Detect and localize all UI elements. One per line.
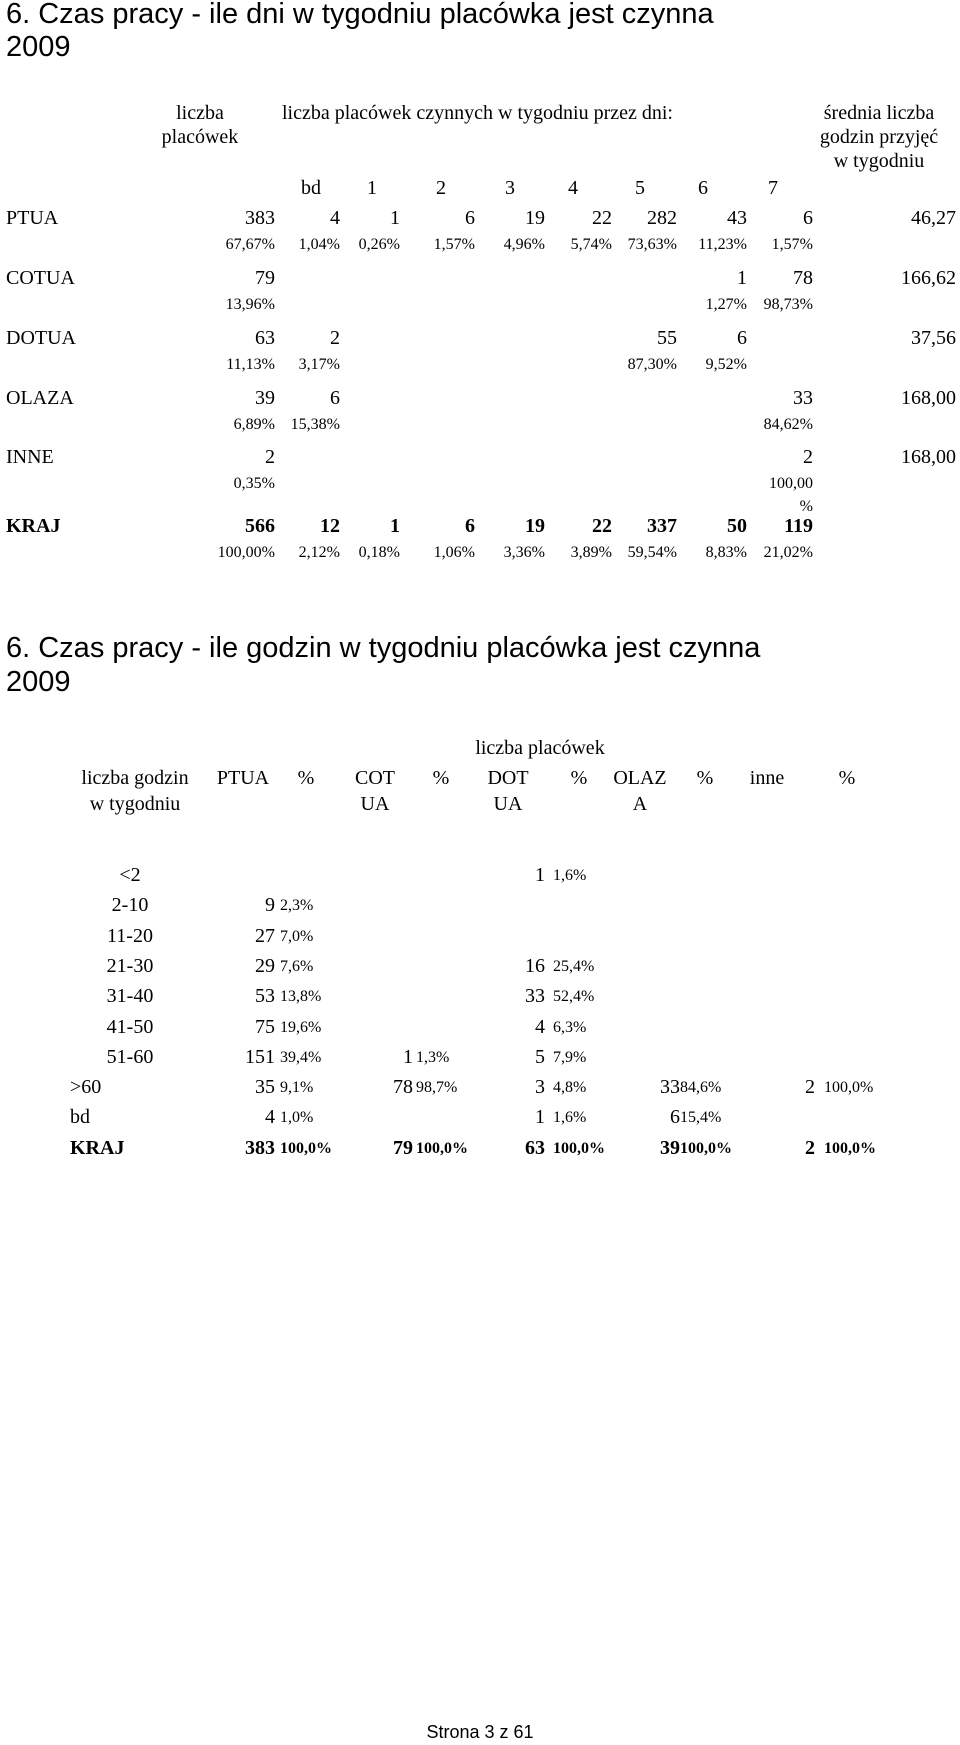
day-value: 6 [737,327,747,349]
avg-value: 46,27 [911,207,956,229]
row-label: <2 [119,864,141,886]
count-value: 2 [265,446,275,468]
day-percent: 3,89% [570,544,612,561]
day-value: 78 [793,267,813,289]
day-percent: 1,04% [298,236,340,253]
count-header: placówek [161,126,239,148]
percent-value: 1,0% [280,1109,314,1126]
day-percent: 1,57% [771,236,813,253]
day-percent: 87,30% [627,356,677,373]
count-value: 39 [255,387,275,409]
day-value: 282 [647,207,677,229]
percent-value: 4,8% [553,1079,587,1096]
avg-header: godzin przyjęć [819,126,939,148]
day-value: 1 [390,515,400,537]
day-column-header: bd [301,177,321,199]
avg-value: 37,56 [911,327,956,349]
column-header: COT [355,767,395,789]
percent-value: 84,6% [680,1079,722,1096]
day-percent: 59,54% [627,544,677,561]
day-percent: 1,27% [705,296,747,313]
hours-header: w tygodniu [89,793,181,815]
percent-value: 7,0% [280,928,314,945]
count-value: 3 [535,1076,545,1098]
day-percent: 3,17% [298,356,340,373]
day-column-header: 5 [635,177,645,199]
column-header: % [297,767,315,789]
percent-value: 2,3% [280,897,314,914]
count-value: 566 [245,515,275,537]
days-group-header: liczba placówek czynnych w tygodniu przez dni: [282,102,673,124]
day-percent: 4,96% [503,236,545,253]
count-value: 9 [265,894,275,916]
count-value: 79 [255,267,275,289]
day-percent: 21,02% [763,544,813,561]
row-label: bd [70,1106,90,1128]
day-percent: 1,57% [433,236,475,253]
count-value: 1 [535,1106,545,1128]
count-value: 78 [393,1076,413,1098]
day-percent: 73,63% [627,236,677,253]
count-value: 75 [255,1016,275,1038]
day-value: 2 [803,446,813,468]
day-value: 337 [647,515,677,537]
percent-value: 100,0% [416,1140,468,1157]
day-value: 33 [793,387,813,409]
day-column-header: 6 [698,177,708,199]
day-value: 6 [465,207,475,229]
count-value: 63 [525,1137,545,1159]
day-value: 1 [390,207,400,229]
day-value: 1 [737,267,747,289]
percent-value: 98,7% [416,1079,458,1096]
count-value: 33 [660,1076,680,1098]
section1-title: 6. Czas pracy - ile dni w tygodniu placówka jest czynna [6,0,714,30]
day-percent: 3,36% [503,544,545,561]
day-value: 22 [592,515,612,537]
day-value: 50 [727,515,747,537]
day-value: 12 [320,515,340,537]
row-label: 31-40 [106,985,154,1007]
day-value: 22 [592,207,612,229]
count-value: 4 [265,1106,275,1128]
count-percent: 100,00% [217,544,275,561]
count-value: 5 [535,1046,545,1068]
day-percent: 15,38% [290,416,340,433]
percent-value: 1,3% [416,1049,450,1066]
percent-value: 6,3% [553,1019,587,1036]
page-number: Strona 3 z 61 [426,1722,534,1742]
percent-value: 15,4% [680,1109,722,1126]
count-value: 79 [393,1137,413,1159]
row-label: PTUA [6,207,59,229]
day-percent: 2,12% [298,544,340,561]
day-value: 6 [330,387,340,409]
count-value: 2 [805,1137,815,1159]
row-label: KRAJ [6,515,61,537]
row-label: OLAZA [6,387,74,409]
day-column-header: 2 [436,177,446,199]
percent-value: 100,0% [553,1140,605,1157]
column-header: UA [493,793,523,815]
day-value: 6 [803,207,813,229]
column-header: DOT [487,767,529,789]
day-percent: 11,23% [698,236,747,253]
day-column-header: 7 [768,177,778,199]
day-percent: 5,74% [570,236,612,253]
count-value: 63 [255,327,275,349]
count-value: 383 [245,207,275,229]
day-percent: 0,18% [358,544,400,561]
percent-value: 25,4% [553,958,595,975]
percent-value: 7,6% [280,958,314,975]
percent-value: 100,0% [280,1140,332,1157]
column-header: A [632,793,648,815]
day-percent: 0,26% [358,236,400,253]
percent-value: 100,0% [824,1079,874,1096]
avg-value: 168,00 [901,387,956,409]
day-percent: 100,00 [769,475,813,492]
avg-header: w tygodniu [833,150,925,172]
day-value: 2 [330,327,340,349]
count-value: 383 [245,1137,275,1159]
day-value: 119 [784,515,813,537]
day-percent: % [799,498,813,515]
avg-header: średnia liczba [823,102,935,124]
day-column-header: 4 [568,177,578,199]
row-label: >60 [70,1076,102,1098]
count-percent: 0,35% [233,475,275,492]
row-label: 41-50 [106,1016,154,1038]
day-value: 19 [525,207,545,229]
day-value: 55 [657,327,677,349]
day-value: 43 [727,207,747,229]
section2-title: 6. Czas pracy - ile godzin w tygodniu placówka jest czynna [6,632,761,664]
day-percent: 9,52% [705,356,747,373]
row-label: COTUA [6,267,75,289]
group-header: liczba placówek [475,737,605,759]
row-label: 2-10 [111,894,149,916]
percent-value: 1,6% [553,867,587,884]
count-value: 6 [670,1106,680,1128]
column-header: inne [749,767,785,789]
percent-value: 19,6% [280,1019,322,1036]
percent-value: 13,8% [280,988,322,1005]
percent-value: 39,4% [280,1049,322,1066]
count-value: 33 [525,985,545,1007]
row-label: 11-20 [107,925,153,947]
day-value: 6 [465,515,475,537]
percent-value: 100,0% [824,1140,876,1157]
count-percent: 6,89% [233,416,275,433]
count-value: 4 [535,1016,545,1038]
row-label: KRAJ [70,1137,125,1159]
day-percent: 8,83% [705,544,747,561]
column-header: PTUA [216,767,270,789]
day-percent: 98,73% [763,296,813,313]
count-header: liczba [176,102,224,124]
column-header: % [838,767,856,789]
section1-year: 2009 [6,31,71,63]
percent-value: 9,1% [280,1079,314,1096]
percent-value: 100,0% [680,1140,732,1157]
avg-value: 168,00 [901,446,956,468]
column-header: UA [360,793,390,815]
count-value: 27 [255,925,275,947]
count-value: 53 [255,985,275,1007]
count-value: 35 [255,1076,275,1098]
day-column-header: 1 [367,177,377,199]
row-label: INNE [6,446,54,468]
count-value: 29 [255,955,275,977]
count-value: 1 [535,864,545,886]
count-value: 151 [245,1046,275,1068]
day-percent: 84,62% [763,416,813,433]
count-percent: 13,96% [225,296,275,313]
count-value: 16 [525,955,545,977]
percent-value: 7,9% [553,1049,587,1066]
count-value: 2 [805,1076,815,1098]
count-percent: 67,67% [225,236,275,253]
row-label: DOTUA [6,327,76,349]
count-value: 39 [660,1137,680,1159]
section2-year: 2009 [6,666,71,698]
hours-header: liczba godzin [81,767,189,789]
day-value: 19 [525,515,545,537]
day-column-header: 3 [505,177,515,199]
column-header: OLAZ [613,767,667,789]
percent-value: 1,6% [553,1109,587,1126]
count-percent: 11,13% [226,356,275,373]
avg-value: 166,62 [901,267,956,289]
row-label: 51-60 [106,1046,154,1068]
count-value: 1 [403,1046,413,1068]
day-value: 4 [330,207,340,229]
row-label: 21-30 [106,955,154,977]
percent-value: 52,4% [553,988,595,1005]
column-header: % [432,767,450,789]
column-header: % [570,767,588,789]
column-header: % [696,767,714,789]
day-percent: 1,06% [433,544,475,561]
